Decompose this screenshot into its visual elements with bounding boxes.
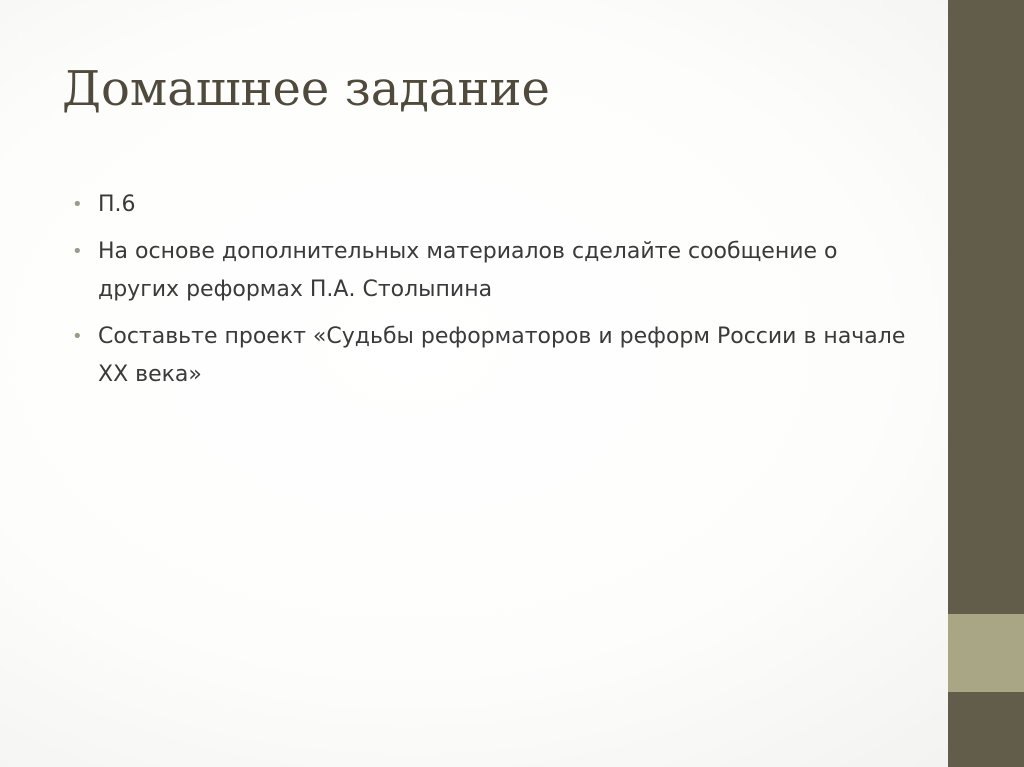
bullet-text: П.6 bbox=[98, 192, 136, 217]
bullet-dot-icon: • bbox=[72, 194, 83, 215]
decorative-side-band bbox=[948, 0, 1024, 767]
bullet-item bbox=[68, 233, 908, 309]
slide-title: Домашнее задание bbox=[62, 61, 550, 117]
bullet-item bbox=[68, 186, 908, 224]
decorative-band-accent bbox=[948, 614, 1024, 692]
bullet-text: Составьте проект «Судьбы реформаторов и реформ России в начале XX века» bbox=[98, 324, 906, 387]
bullet-dot-icon: • bbox=[72, 241, 83, 262]
bullet-dot-icon: • bbox=[72, 326, 83, 347]
bullet-list bbox=[68, 186, 908, 403]
bullet-text: На основе дополнительных материалов сделайте сообщение о других реформах П.А. Столыпина bbox=[98, 239, 838, 302]
bullet-item bbox=[68, 318, 908, 394]
